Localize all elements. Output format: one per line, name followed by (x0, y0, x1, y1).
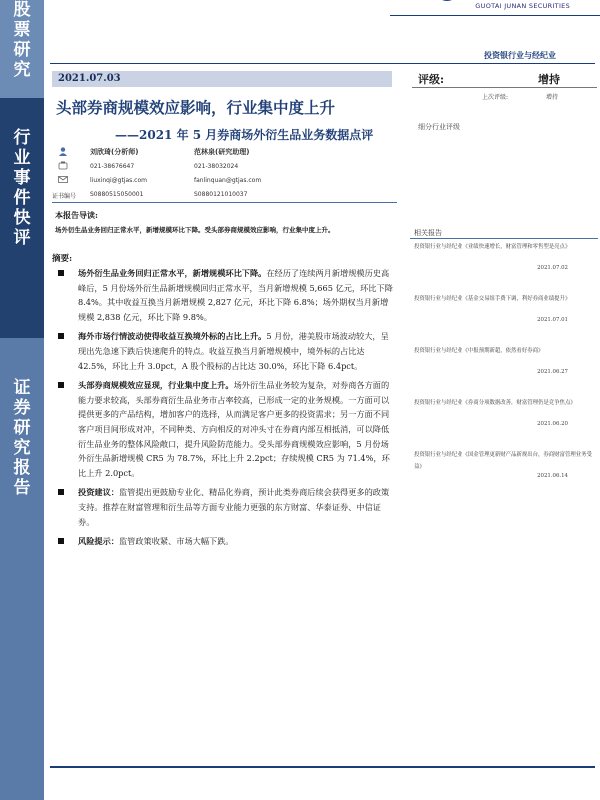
report-date: 2021.07.03 (58, 73, 121, 84)
related-report-date: 2021.06.14 (537, 473, 568, 479)
footer-rule (50, 766, 595, 768)
sidebar-top-text: 股票研究 (13, 0, 31, 80)
related-report-title: 投资银行业与经纪业《中报预期新超，依然看好券商》 (414, 348, 544, 354)
author1-name: 刘欣琦(分析师) (90, 148, 139, 156)
previous-rating-value: 增持 (546, 94, 559, 101)
bullet-marker (58, 489, 64, 495)
date-band (52, 71, 392, 87)
abstract-bullet (56, 534, 396, 549)
related-report-title: 投资银行业与经纪业《国金管理更新财产品新规出台，券商财富管理业务受益》 (414, 452, 592, 470)
related-report-title: 投资银行业与经纪业《券商分项数据改善，财富管理仍是竞争焦点》 (414, 400, 576, 406)
author2-email[interactable]: fanlinquan@gtjas.com (194, 177, 262, 184)
bullet-text: 在经历了连续两月新增规模历史高峰后，5 月份场外衍生品新增规模回归正常水平，当月新增规模 5,665 亿元，环比下降 8.4%。其中收益互换当月新增规模 2,827 亿元，环比下降 6.8%；场外期权当月新增规模 2,838 亿元，环比下降 9.8%。 (78, 268, 393, 322)
sidebar-mid-text: 行业事件快评 (13, 128, 31, 248)
related-report-date: 2021.07.02 (537, 265, 568, 271)
bullet-text: 监管政策收紧、市场大幅下跌。 (118, 536, 234, 547)
author1-phone: 021-38676647 (90, 163, 135, 170)
abstract-bullet (56, 266, 396, 324)
bullet-marker (58, 382, 64, 388)
author-block (52, 146, 397, 202)
sidebar-bottom-text: 证券研究报告 (13, 378, 31, 498)
bullet-text: 监管提出更鼓励专业化、精品化券商，预计此类券商后续会获得更多的政策支持。推荐在财富管理和衍生品等方面专业能力更强的东方财富、华泰证券、中信证券。 (78, 487, 390, 527)
related-report-date: 2021.06.20 (537, 421, 568, 427)
abstract-bullets (56, 266, 396, 554)
category-rule (50, 63, 595, 64)
report-subtitle: ——2021 年 5 月券商场外衍生品业务数据点评 (115, 128, 374, 142)
header-rule (390, 15, 600, 16)
related-report-title: 投资银行业与经纪业《业绩快速增长，财富管理和零售型是亮点》 (414, 244, 571, 250)
company-logo (390, 0, 600, 14)
person-icon (58, 147, 68, 156)
industry-category: 投资银行业与经纪业 (484, 50, 556, 60)
related-report-item[interactable] (414, 242, 598, 294)
bullet-marker (58, 538, 64, 544)
related-report-date: 2021.07.01 (537, 317, 568, 323)
author2-cert: S0880121010037 (194, 191, 248, 198)
author1-cert: S0880515050001 (90, 191, 144, 198)
company-name-en: GUOTAI JUNAN SECURITIES (475, 2, 570, 10)
related-reports-title: 相关报告 (414, 229, 442, 237)
abstract-bullet (56, 378, 396, 480)
sidebar (0, 0, 44, 800)
sidebar-bottom-segment (0, 338, 44, 800)
related-report-title: 投资银行业与经纪业《基金交易组手费下调，利好券商业绩提升》 (414, 296, 571, 302)
sidebar-mid-segment (0, 98, 44, 338)
bullet-heading: 投资建议： (78, 487, 119, 498)
sidebar-top-segment (0, 0, 44, 98)
related-report-item[interactable] (414, 346, 598, 398)
related-report-date: 2021.06.27 (537, 369, 568, 375)
guide-title: 本报告导读: (55, 210, 98, 220)
abstract-bullet (56, 329, 396, 373)
bullet-marker (58, 270, 64, 276)
author2-name: 范林泉(研究助理) (194, 148, 250, 156)
related-reports-list (414, 242, 598, 502)
abstract-bullet (56, 485, 396, 529)
guide-text: 场外衍生品业务回归正常水平，新增规模环比下降。受头部券商规模效应影响，行业集中度上升。 (55, 226, 335, 234)
previous-rating-label: 上次评级: (482, 94, 509, 101)
company-logo-icon (434, 0, 460, 8)
rating-label: 评级: (418, 73, 445, 86)
cert-label: 证书编号 (52, 193, 77, 200)
bullet-text: 5 月份，港美股市场波动较大，呈现出先急速下跌后快速爬升的特点。收益互换当月新增规模中，境外标的占比达 42.5%，环比上升 3.0pct，A 股个股标的占比达 30.0%，环比下降 6.4pct。 (78, 331, 389, 371)
report-title: 头部券商规模效应影响，行业集中度上升 (56, 98, 336, 117)
related-reports-rule (410, 238, 598, 239)
related-report-item[interactable] (414, 450, 598, 502)
mail-icon (58, 175, 68, 184)
bullet-heading: 场外衍生品业务回归正常水平，新增规模环比下降。 (78, 268, 267, 278)
related-report-item[interactable] (414, 294, 598, 346)
bullet-heading: 海外市场行情波动使得收益互换境外标的占比上升。 (78, 331, 267, 342)
related-report-item[interactable] (414, 398, 598, 450)
author1-email[interactable]: liuxinqi@gtjas.com (90, 177, 147, 184)
bullet-text: 场外衍生品业务较为复杂，对券商各方面的能力要求较高，头部券商衍生品业务市占率较高，已形成一定的业务规模。一方面可以提供更多的产品结构，增加客户的选择，从而满足客户更多的投资需求；另一方面不同客户项目间形成对冲，不同种类、方向相反的对冲头寸在券商内部互相抵消，可以降低衍生品业务的整体风险敞口，提升风险防范能力。受头部券商规模效应影响，5 月份场外衍生品新增规模 CR5 为 78.7%，环比上升 2.2pct；存续规模 CR5 为 71.4%，环比上升 2.0pct。 (78, 380, 390, 478)
bullet-heading: 头部券商规模效应显现，行业集中度上升。 (78, 380, 234, 391)
author2-phone: 021-38032024 (194, 163, 239, 170)
phone-icon (58, 161, 68, 170)
abstract-title: 摘要: (52, 254, 73, 264)
rating-rule (412, 87, 597, 88)
author-divider (52, 202, 397, 203)
bullet-marker (58, 333, 64, 339)
rating-value: 增持 (538, 73, 560, 86)
bullet-heading: 风险提示： (78, 536, 119, 547)
sub-industry-rating-label: 细分行业评级 (418, 123, 460, 131)
